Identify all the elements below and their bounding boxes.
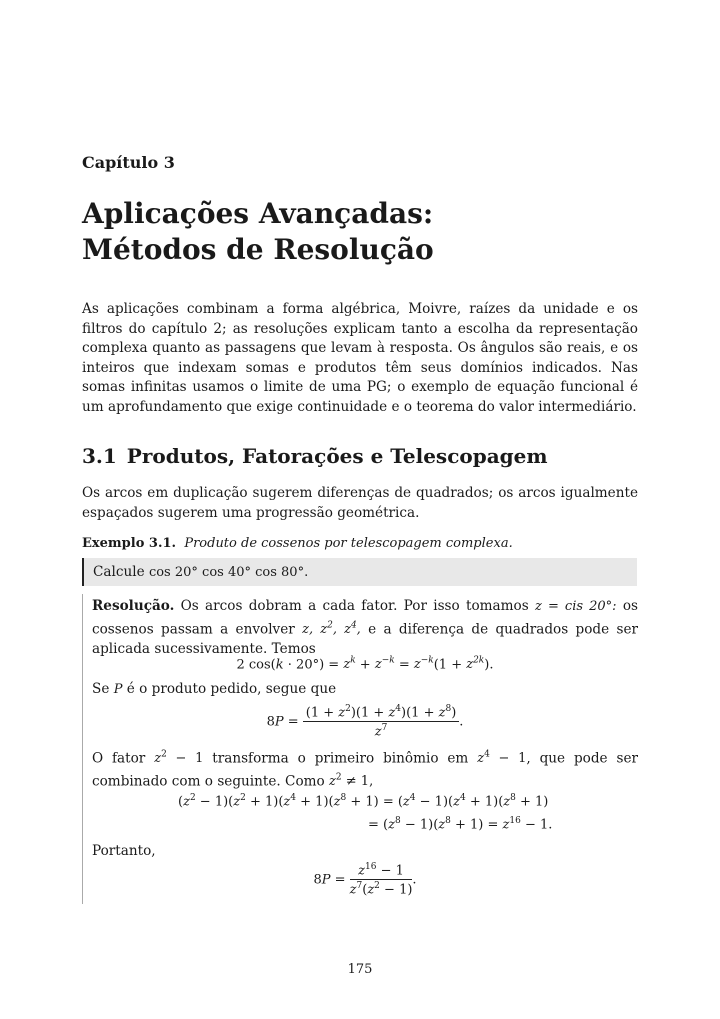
math-factor: $z^2 - 1$ (154, 750, 204, 767)
solution-text-2a: Se (92, 681, 110, 697)
fraction-1: $\frac{(1 + z^2)(1 + z^4)(1 + z^8)}{z^7}$ (303, 704, 460, 740)
solution-text-1b: os cossenos passam a envolver (92, 598, 639, 637)
solution-label: Resolução. (92, 598, 175, 614)
solution-paragraph-2 (92, 680, 638, 700)
section-number: 3.1 (82, 444, 117, 468)
solution-paragraph-4: Portanto, (92, 843, 156, 859)
page-number: 175 (347, 962, 373, 977)
section-title (82, 444, 548, 468)
chapter-title (82, 196, 434, 268)
fraction-2: $\frac{z^{16} - 1}{z^7(z^2 - 1)}$ (349, 862, 413, 898)
math-z-def: z = cis 20°: (535, 599, 617, 614)
example-subtitle: Produto de cossenos por telescopagem complexa. (184, 536, 513, 551)
solution-bar (82, 594, 83, 904)
section-intro: Os arcos em duplicação sugerem diferenças de quadrados; os arcos igualmente espaçados sugerem uma progressão geométrica. (82, 485, 638, 521)
solution-paragraph-1 (92, 597, 638, 659)
math-condition: $z^2 \ne 1$, (329, 772, 374, 790)
math-binomial: $z^4 - 1$ (477, 750, 527, 767)
statement-prefix: Calcule (93, 564, 145, 580)
equation-3-line-2: = $(z^8 - 1)(z^8 + 1) = z^{16} - 1$. (368, 816, 553, 833)
chapter-label: Capítulo 3 (82, 153, 175, 172)
solution-text-3a: O fator (92, 750, 146, 767)
example-statement (82, 558, 637, 586)
equation-4: 8P = $\frac{z^{16} - 1}{z^7(z^2 - 1)}$ . (313, 862, 417, 898)
solution-text-1a: Os arcos dobram a cada fator. Por isso tomamos (180, 598, 529, 614)
example-heading (82, 536, 513, 551)
equation-1: 2 $\cos(k \cdot 20^\circ) = z^k + z^{-k} = z^{-k}(1 + z^{2k})$. (236, 656, 494, 673)
solution-text-1c: e a diferença de quadrados pode ser aplicada sucessivamente. Temos (92, 620, 638, 657)
section-title-text: Produtos, Fatorações e Telescopagem (126, 444, 548, 468)
solution-text-3b: transforma o primeiro binômio em (212, 750, 469, 767)
equation-3-line-1: $(z^2 - 1)(z^2 + 1)(z^4 + 1)(z^8 + 1) = (z^4 - 1)(z^4 + 1)(z^8 + 1)$ (178, 793, 549, 810)
math-z-powers: z, $z^2$, $z^4$, (302, 620, 361, 637)
equation-2: 8P = $\frac{(1 + z^2)(1 + z^4)(1 + z^8)}{z^7}$ . (266, 704, 464, 740)
chapter-title-line-2: Métodos de Resolução (82, 233, 434, 266)
chapter-title-line-1: Aplicações Avançadas: (82, 197, 434, 230)
solution-paragraph-3 (92, 746, 638, 792)
example-label: Exemplo 3.1. (82, 536, 177, 551)
solution-text-2b: é o produto pedido, segue que (126, 681, 337, 697)
solution-text-3c: , que pode ser combinado com o seguinte. Como (92, 750, 638, 790)
math-p: P (113, 682, 123, 697)
chapter-intro: As aplicações combinam a forma algébrica, Moivre, raízes da unidade e os filtros do capítulo 2; as resoluções explicam tanto a escolha da representação complexa quanto as passagens que levam à resposta. Os ângulos são reais, e os inteiros que indexam somas e produtos têm seus domínios indicados. Nas somas infinitas usamos o limite de uma PG; o exemplo de equação funcional é um aprofundamento que exige continuidade e o teorema do valor intermediário. (82, 301, 638, 415)
statement-math: cos 20° cos 40° cos 80°. (148, 565, 309, 580)
